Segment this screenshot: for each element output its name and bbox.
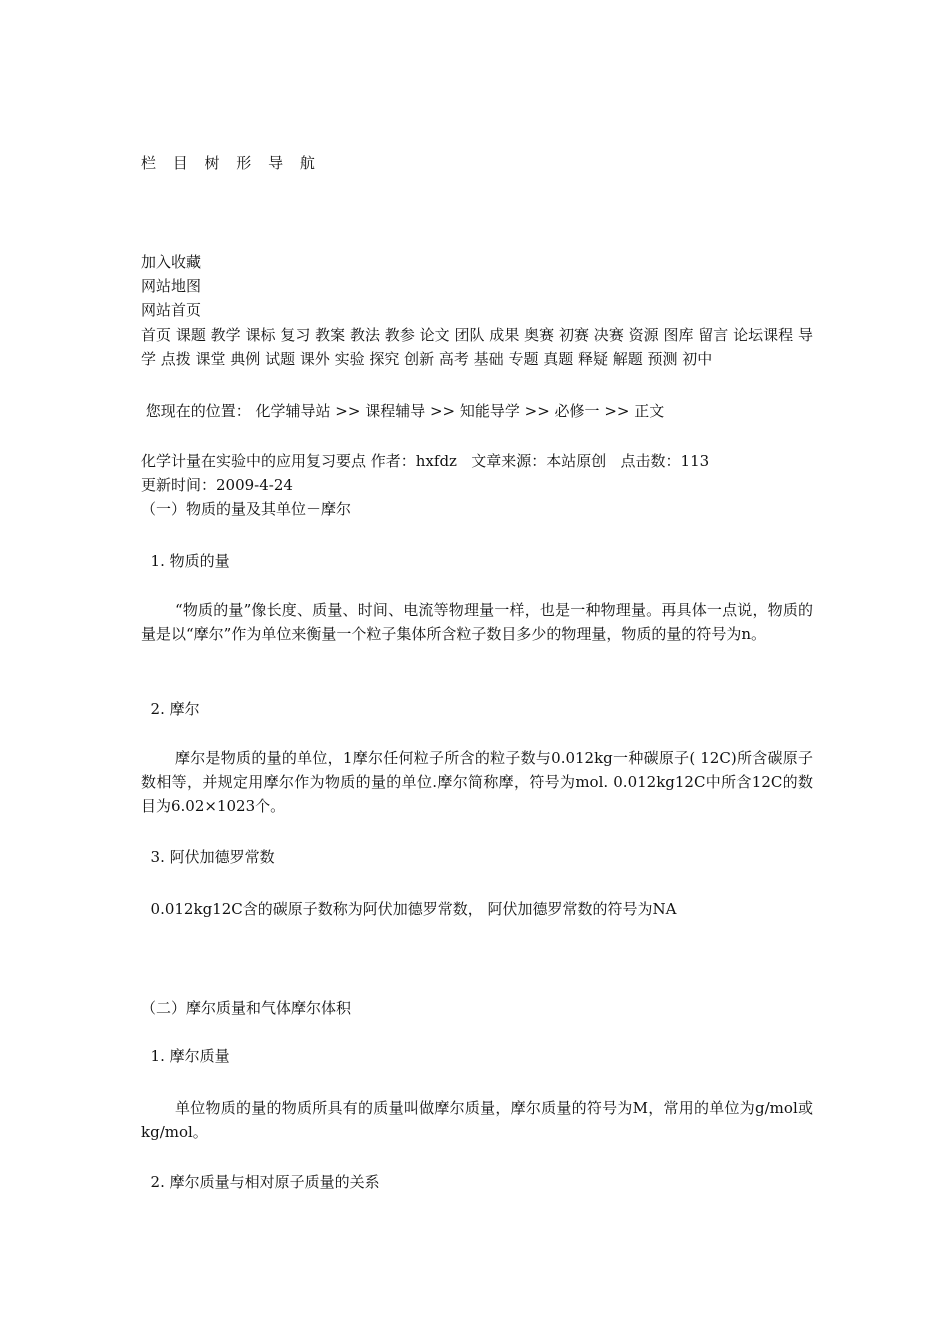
section-1-heading: （一）物质的量及其单位－摩尔	[141, 500, 352, 518]
add-favorite-link[interactable]: 加入收藏	[141, 253, 202, 271]
s1-item-2-body: 摩尔是物质的量的单位，1摩尔任何粒子所含的粒子数与0.012kg一种碳原子( 12C)所含碳原子数相等，并规定用摩尔作为物质的量的单位.摩尔简称摩，符号为mol. 0.012kg12C中所含12C的数目为6.02×1023个。	[141, 749, 813, 815]
s1-item-3-body: 0.012kg12C含的碳原子数称为阿伏加德罗常数， 阿伏加德罗常数的符号为NA	[141, 900, 677, 918]
breadcrumb: 您现在的位置： 化学辅导站 >> 课程辅导 >> 知能导学 >> 必修一 >> 正文	[141, 402, 665, 420]
s2-item-1-body: 单位物质的量的物质所具有的质量叫做摩尔质量，摩尔质量的符号为M，常用的单位为g/mol或kg/mol。	[141, 1099, 813, 1141]
s2-item-1-heading: 1. 摩尔质量	[141, 1047, 230, 1065]
tree-nav-title: 栏 目 树 形 导 航	[141, 154, 321, 172]
article-meta-line: 化学计量在实验中的应用复习要点 作者：hxfdz 文章来源：本站原创 点击数：113	[141, 452, 710, 470]
s1-item-1-body: “物质的量”像长度、质量、时间、电流等物理量一样，也是一种物理量。再具体一点说，物质的量是以“摩尔”作为单位来衡量一个粒子集体所含粒子数目多少的物理量，物质的量的符号为n。	[141, 601, 813, 643]
category-menu[interactable]: 首页 课题 教学 课标 复习 教案 教法 教参 论文 团队 成果 奥赛 初赛 决赛 资源 图库 留言 论坛课程 导学 点拨 课堂 典例 试题 课外 实验 探究 创新 高考 基础 专题 真题 释疑 解题 预测 初中	[141, 326, 813, 368]
sitemap-link[interactable]: 网站地图	[141, 277, 202, 295]
s1-item-3-heading: 3. 阿伏加德罗常数	[141, 848, 275, 866]
section-2-heading: （二）摩尔质量和气体摩尔体积	[141, 999, 352, 1017]
s1-item-2-heading: 2. 摩尔	[141, 700, 200, 718]
s1-item-1-heading: 1. 物质的量	[141, 552, 230, 570]
updated-time: 更新时间：2009-4-24	[141, 476, 293, 494]
s2-item-2-heading: 2. 摩尔质量与相对原子质量的关系	[141, 1173, 380, 1191]
home-link[interactable]: 网站首页	[141, 301, 202, 319]
